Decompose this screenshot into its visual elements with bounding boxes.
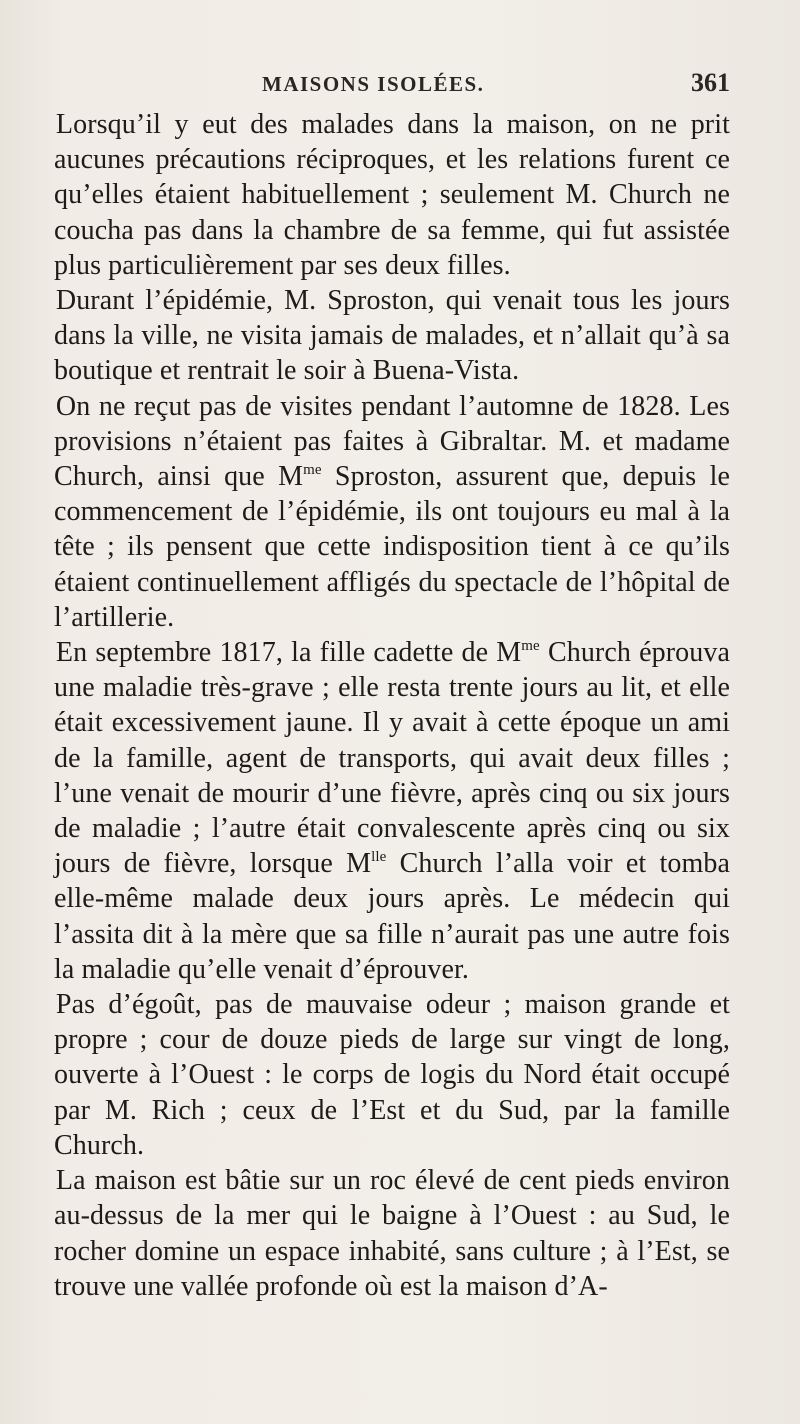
paragraph-text: Sproston, assurent que, depuis le commencement de l’épidémie, ils ont toujours eu mal à la tête ; ils pensent que cette indisposition tient à ce qu’ils étaient continuellement affligés du spectacle de l’hôpital de l’artillerie. (54, 461, 730, 633)
superscript-abbreviation: me (521, 638, 540, 655)
page-number: 361 (691, 68, 730, 97)
paragraph-text: Durant l’épidémie, M. Sproston, qui venait tous les jours dans la ville, ne visita jamais de malades, et n’allait qu’à sa boutique et rentrait le soir à Buena-Vista. (54, 285, 730, 387)
superscript-abbreviation: lle (371, 849, 387, 866)
paragraph-4 (54, 635, 730, 987)
body-text (54, 107, 730, 1304)
page-header (54, 66, 730, 100)
paragraph-text: En septembre 1817, la fille cadette de M (55, 637, 522, 669)
paragraph-text: Church éprouva une maladie très-grave ; elle resta trente jours au lit, et elle était excessivement jaune. Il y avait à cette époque un ami de la famille, agent de transports, qui avait deux filles ; l’une venait de mourir d’une fièvre, après cinq ou six jours de maladie ; l’autre était convalescente après cinq ou six jours de fièvre, lorsque M (54, 637, 730, 880)
paragraph-text: On ne reçut pas de visites pendant l’automne de 1828. Les provisions n’étaient pas faites à Gibraltar. M. et madame Church, ainsi que M (54, 390, 730, 493)
paragraph-text: La maison est bâtie sur un roc élevé de cent pieds environ au-dessus de la mer qui le baigne à l’Ouest : au Sud, le rocher domine un espace inhabité, sans culture ; à l’Est, se trouve une vallée profonde où est la maison d’A- (54, 1165, 730, 1302)
paragraph-5 (54, 987, 730, 1163)
paragraph-text: Church l’alla voir et tomba elle-même malade deux jours après. Le médecin qui l’assita dit à la mère que sa fille n’aurait pas une autre fois la maladie qu’elle venait d’éprouver. (54, 848, 730, 985)
superscript-abbreviation: me (303, 462, 322, 479)
paragraph-6 (54, 1163, 730, 1304)
paragraph-3 (54, 389, 730, 635)
paragraph-text: Lorsqu’il y eut des malades dans la maison, on ne prit aucunes précautions réciproques, et les relations furent ce qu’elles étaient habituellement ; seulement M. Church ne coucha pas dans la chambre de sa femme, qui fut assistée plus particulièrement par ses deux filles. (54, 109, 730, 281)
paragraph-1 (54, 107, 730, 283)
running-title: MAISONS ISOLÉES. (262, 72, 485, 96)
paragraph-2 (54, 283, 730, 389)
paragraph-text: Pas d’égoût, pas de mauvaise odeur ; maison grande et propre ; cour de douze pieds de large sur vingt de long, ouverte à l’Ouest : le corps de logis du Nord était occupé par M. Rich ; ceux de l’Est et du Sud, par la famille Church. (54, 989, 730, 1161)
